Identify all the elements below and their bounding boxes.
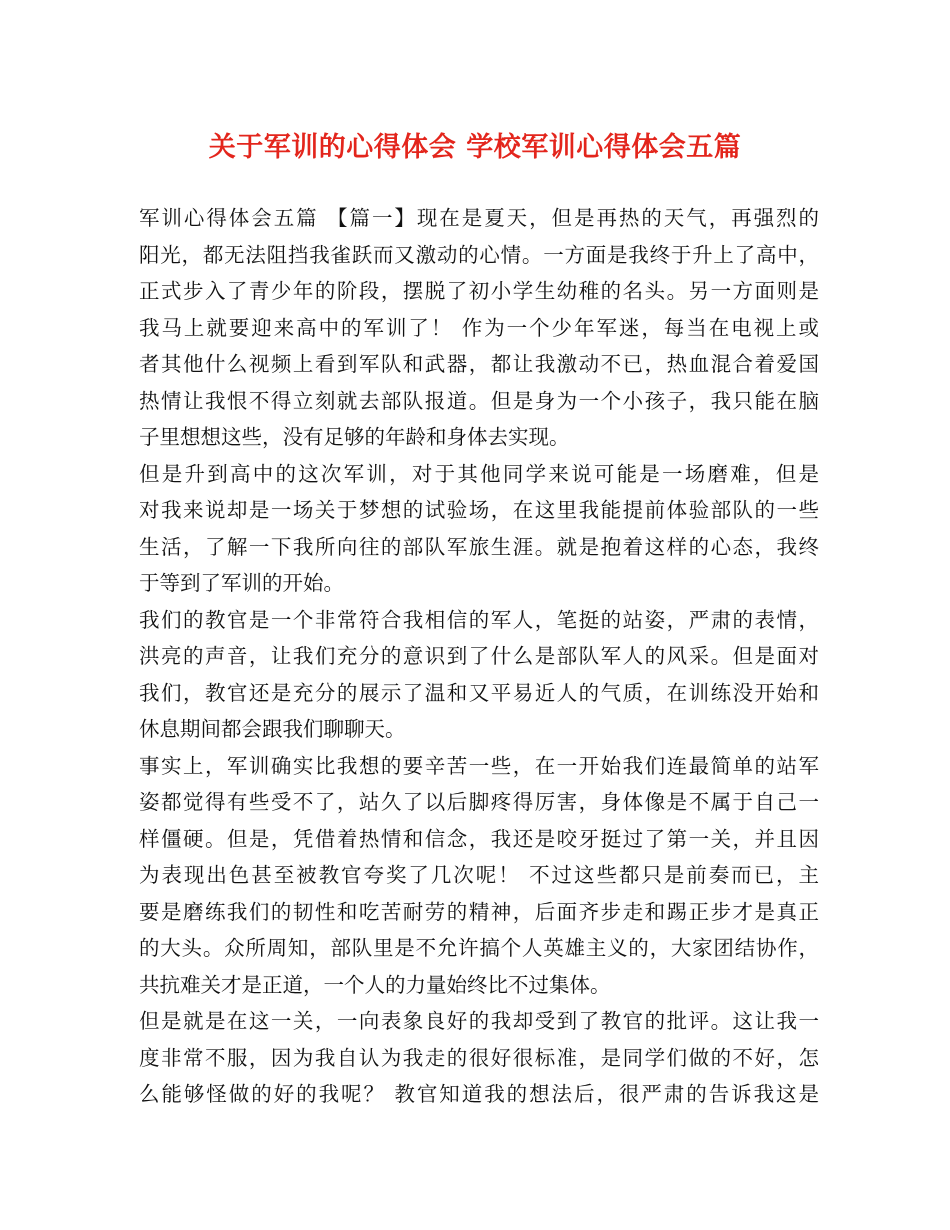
text-line: 共抗难关才是正道，一个人的力量始终比不过集体。 bbox=[139, 972, 611, 997]
document-title: 关于军训的心得体会 学校军训心得体会五篇 bbox=[208, 132, 742, 163]
text-line: 阳光，都无法阻挡我雀跃而又激动的心情。一方面是我终于升上了高中， bbox=[139, 242, 819, 267]
text-line: 者其他什么视频上看到军队和武器，都让我激动不已，热血混合着爱国 bbox=[139, 352, 819, 376]
text-line: 洪亮的声音，让我们充分的意识到了什么是部队军人的风采。但是面对 bbox=[139, 644, 819, 668]
text-line: 我们的教官是一个非常符合我相信的军人，笔挺的站姿，严肃的表情， bbox=[139, 607, 819, 632]
text-line: 么能够怪做的好的我呢？ 教官知道我的想法后，很严肃的告诉我这是 bbox=[139, 1082, 819, 1106]
text-line: 事实上，军训确实比我想的要辛苦一些，在一开始我们连最简单的站军 bbox=[139, 753, 819, 778]
text-line: 的大头。众所周知，部队里是不允许搞个人英雄主义的，大家团结协作， bbox=[139, 936, 819, 960]
text-line: 休息期间都会跟我们聊聊天。 bbox=[139, 717, 406, 741]
text-line: 但是升到高中的这次军训，对于其他同学来说可能是一场磨难，但是 bbox=[139, 461, 819, 486]
text-line: 我马上就要迎来高中的军训了！ 作为一个少年军迷，每当在电视上或 bbox=[139, 315, 819, 340]
text-line: 生活，了解一下我所向往的部队军旅生涯。就是抱着这样的心态，我终 bbox=[139, 534, 819, 559]
text-line: 样僵硬。但是，凭借着热情和信念，我还是咬牙挺过了第一关，并且因 bbox=[139, 826, 819, 851]
text-line: 姿都觉得有些受不了，站久了以后脚疼得厉害，身体像是不属于自己一 bbox=[139, 790, 819, 814]
text-line: 度非常不服，因为我自认为我走的很好很标准，是同学们做的不好，怎 bbox=[139, 1045, 819, 1070]
text-line: 热情让我恨不得立刻就去部队报道。但是身为一个小孩子，我只能在脑 bbox=[139, 388, 819, 413]
text-line: 要是磨练我们的韧性和吃苦耐劳的精神，后面齐步走和踢正步才是真正 bbox=[139, 899, 819, 924]
text-line: 子里想想这些，没有足够的年龄和身体去实现。 bbox=[139, 425, 570, 449]
text-line: 正式步入了青少年的阶段，摆脱了初小学生幼稚的名头。另一方面则是 bbox=[139, 279, 819, 303]
document-body bbox=[139, 200, 819, 1113]
text-line: 我们，教官还是充分的展示了温和又平易近人的气质，在训练没开始和 bbox=[139, 680, 819, 705]
text-line: 军训心得体会五篇 【篇一】现在是夏天，但是再热的天气，再强烈的 bbox=[139, 206, 819, 230]
text-line: 于等到了军训的开始。 bbox=[139, 571, 344, 595]
text-line: 对我来说却是一场关于梦想的试验场，在这里我能提前体验部队的一些 bbox=[139, 498, 819, 522]
text-line: 为表现出色甚至被教官夸奖了几次呢！ 不过这些都只是前奏而已，主 bbox=[139, 863, 819, 887]
text-line: 但是就是在这一关，一向表象良好的我却受到了教官的批评。这让我一 bbox=[139, 1009, 819, 1033]
